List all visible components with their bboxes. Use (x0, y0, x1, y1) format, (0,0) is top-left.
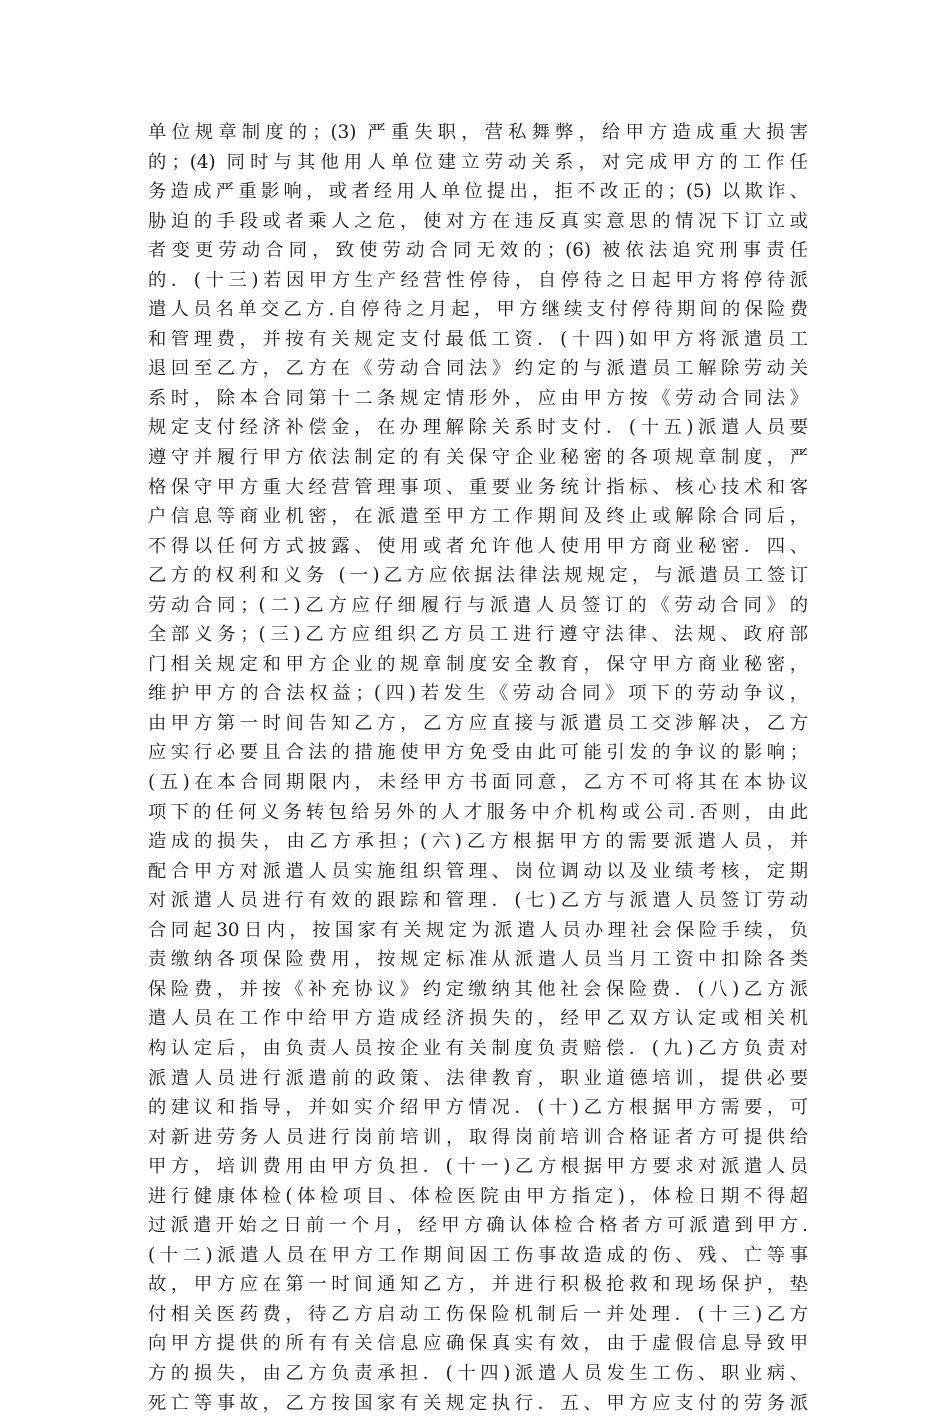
text-line: 过派遣开始之日前一个月，经甲方确认体检合格者方可派遣到甲方. (148, 1215, 808, 1237)
text-line: 不得以任何方式披露、使用或者允许他人使用甲方商业秘密．四、 (148, 535, 808, 557)
text-line: (十二)派遣人员在甲方工作期间因工伤事故造成的伤、残、亡等事 (148, 1244, 808, 1266)
text-line: 配合甲方对派遣人员实施组织管理、岗位调动以及业绩考核，定期 (148, 860, 808, 882)
text-line: 应实行必要且合法的措施使甲方免受由此可能引发的争议的影响； (148, 742, 808, 764)
text-line: 务造成严重影响，或者经用人单位提出，拒不改正的；(5) 以欺诈、 (148, 181, 808, 203)
text-line: 对新进劳务人员进行岗前培训，取得岗前培训合格证者方可提供给 (148, 1126, 808, 1148)
text-line: (五)在本合同期限内，未经甲方书面同意，乙方不可将其在本协议 (148, 772, 808, 794)
contract-body-text (148, 118, 808, 1418)
text-line: 全部义务；(三)乙方应组织乙方员工进行遵守法律、法规、政府部 (148, 624, 808, 646)
text-line: 死亡等事故，乙方按国家有关规定执行．五、甲方应支付的劳务派 (148, 1392, 808, 1414)
text-line: 户信息等商业机密，在派遣至甲方工作期间及终止或解除合同后， (148, 506, 808, 528)
text-line: 项下的任何义务转包给另外的人才服务中介机构或公司.否则，由此 (148, 801, 808, 823)
text-line: 方的损失，由乙方负责承担．(十四)派遣人员发生工伤、职业病、 (148, 1362, 808, 1384)
text-line: 和管理费，并按有关规定支付最低工资．(十四)如甲方将派遣员工 (148, 328, 808, 350)
text-line: 的；(4) 同时与其他用人单位建立劳动关系，对完成甲方的工作任 (148, 151, 808, 173)
text-line: 遣人员在工作中给甲方造成经济损失的，经甲乙双方认定或相关机 (148, 1008, 808, 1030)
text-line: 甲方，培训费用由甲方负担．(十一)乙方根据甲方要求对派遣人员 (148, 1156, 808, 1178)
text-line: 遵守并履行甲方依法制定的有关保守企业秘密的各项规章制度，严 (148, 447, 808, 469)
text-line: 维护甲方的合法权益；(四)若发生《劳动合同》项下的劳动争议， (148, 683, 808, 705)
text-line: 进行健康体检(体检项目、体检医院由甲方指定)，体检日期不得超 (148, 1185, 808, 1207)
text-line: 的．(十三)若因甲方生产经营性停待，自停待之日起甲方将停待派 (148, 269, 808, 291)
text-line: 构认定后，由负责人员按企业有关制度负责赔偿．(九)乙方负责对 (148, 1037, 808, 1059)
text-line: 系时，除本合同第十二条规定情形外，应由甲方按《劳动合同法》 (148, 387, 808, 409)
text-line: 对派遣人员进行有效的跟踪和管理．(七)乙方与派遣人员签订劳动 (148, 890, 808, 912)
text-line: 向甲方提供的所有有关信息应确保真实有效，由于虚假信息导致甲 (148, 1333, 808, 1355)
text-line: 者变更劳动合同，致使劳动合同无效的；(6) 被依法追究刑事责任 (148, 240, 808, 262)
text-line: 合同起30日内，按国家有关规定为派遣人员办理社会保险手续，负 (148, 919, 808, 941)
text-line: 劳动合同；(二)乙方应仔细履行与派遣人员签订的《劳动合同》的 (148, 594, 808, 616)
text-line: 遣人员名单交乙方.自停待之月起，甲方继续支付停待期间的保险费 (148, 299, 808, 321)
text-line: 规定支付经济补偿金，在办理解除关系时支付．(十五)派遣人员要 (148, 417, 808, 439)
text-line: 退回至乙方，乙方在《劳动合同法》约定的与派遣员工解除劳动关 (148, 358, 808, 380)
text-line: 胁迫的手段或者乘人之危，使对方在违反真实意思的情况下订立或 (148, 210, 808, 232)
text-line: 乙方的权利和义务 (一)乙方应依据法律法规规定，与派遣员工签订 (148, 565, 808, 587)
text-line: 单位规章制度的；(3) 严重失职，营私舞弊，给甲方造成重大损害 (148, 122, 808, 143)
text-line: 造成的损失，由乙方承担；(六)乙方根据甲方的需要派遣人员，并 (148, 831, 808, 853)
text-line: 保险费，并按《补充协议》约定缴纳其他社会保险费．(八)乙方派 (148, 978, 808, 1000)
text-line: 责缴纳各项保险费用，按规定标准从派遣人员当月工资中扣除各类 (148, 949, 808, 971)
text-line: 格保守甲方重大经营管理事项、重要业务统计指标、核心技术和客 (148, 476, 808, 498)
text-line: 由甲方第一时间告知乙方，乙方应直接与派遣员工交涉解决，乙方 (148, 712, 808, 734)
text-line: 故，甲方应在第一时间通知乙方，并进行积极抢救和现场保护，垫 (148, 1274, 808, 1296)
text-line: 的建议和指导，并如实介绍甲方情况．(十)乙方根据甲方需要，可 (148, 1097, 808, 1119)
text-line: 付相关医药费，待乙方启动工伤保险机制后一并处理．(十三)乙方 (148, 1303, 808, 1325)
text-line: 门相关规定和甲方企业的规章制度安全教育，保守甲方商业秘密， (148, 653, 808, 675)
text-line: 派遣人员进行派遣前的政策、法律教育，职业道德培训，提供必要 (148, 1067, 808, 1089)
